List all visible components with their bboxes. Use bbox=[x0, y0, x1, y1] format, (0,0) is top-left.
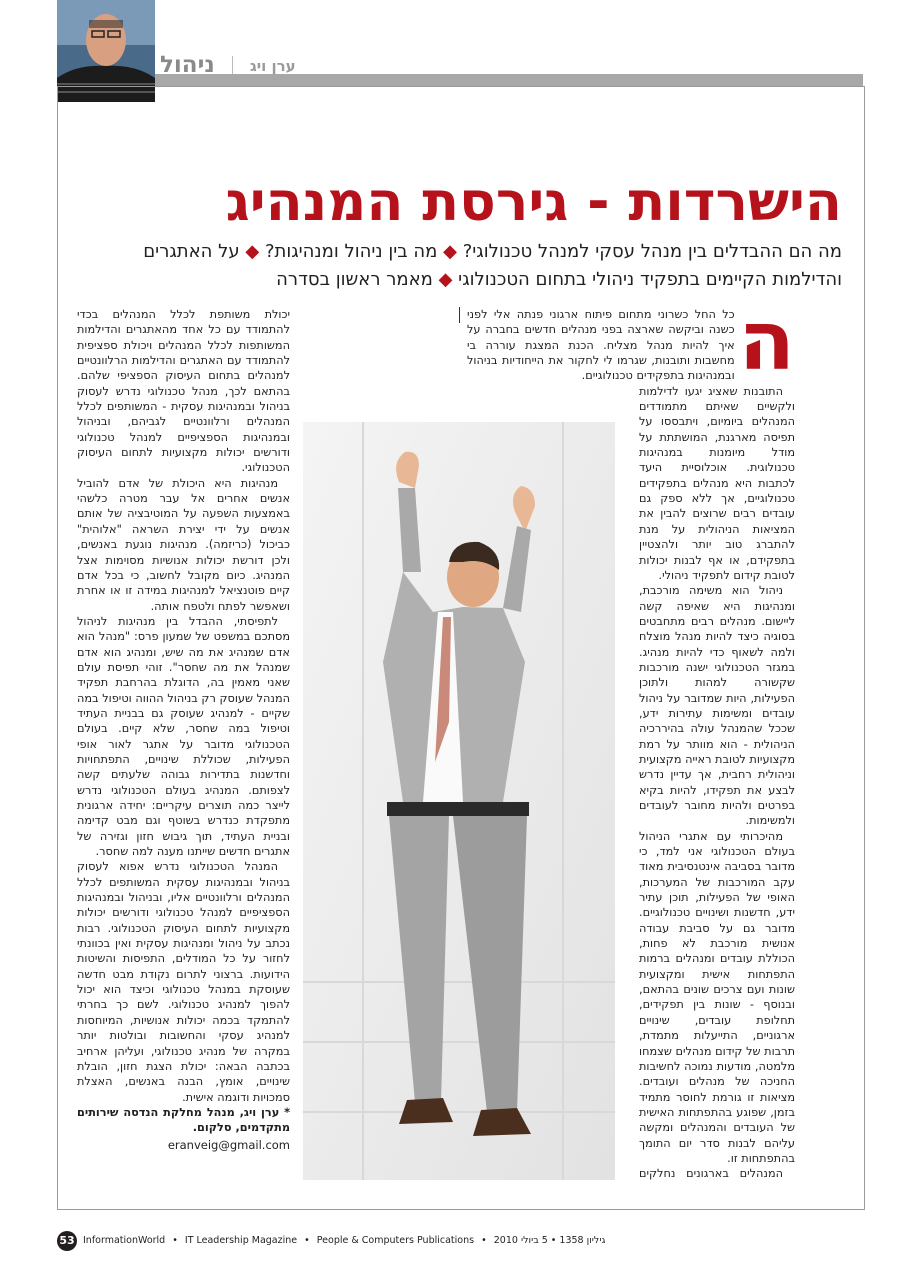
page-footer bbox=[57, 1231, 863, 1253]
section-label: ניהול bbox=[160, 52, 215, 78]
paragraph: יכולת משותפת לכלל המנהלים בכדי להתמודד עם כל אחד מהאתגרים והדילמות המשותפות לכלל המנהלים ויכולת ספציפית להתמודד עם האתגרים והדילמות הרלוונטיים למנהלים בתחום העיסוק הספציפי שלהם. בהתאם לכך, מנהל טכנולוגי נדרש לעסוק בניהול ובמנהיגות עסקית - המשותפים לכלל המנהלים ורלוונטיים לגביהם, ובניהול ובמנהיגות הספציפיים למנהל טכנולוגי ודורשים יכולות מקצועיות לתחום העיסוק הטכנולוגי. bbox=[77, 308, 290, 475]
article-image bbox=[303, 422, 615, 1180]
header-bar bbox=[155, 74, 863, 86]
author-bio: * ערן ויג, מנהל מחלקת הנדסה שירותים מתקדמים, סלקום. bbox=[77, 1105, 290, 1135]
column-divider bbox=[459, 307, 460, 323]
paragraph: מנהיגות היא היכולת של אדם להוביל אנשים אחרים אל עבר מטרה כלשהי באמצעות השפעה על המוטיבציה של אותם אנשים על ידי יצירת השראה "אלוהית" כביכול (כריזמה). מנהיגות נוגעת באנשים, ולכן דורשת יכולות אנושיות מסוימות אצל המנהיג. כיום מקובל לחשוב, כי בכל אדם קיים פוטנציאל למנהיגות במידה זו או אחרת ושאפשר לפתח ולטפח אותה. bbox=[77, 476, 290, 613]
diamond-icon: ◆ bbox=[438, 269, 453, 290]
paragraph: מהיכרותי עם אתגרי הניהול בעולם הטכנולוגי אני למד, כי מדובר בסביבה אינטנסיבית מאוד עקב המורכבות של המערכות, האופי של הפעילות, תוכן עתיר ידע, חדשנות ושינויים טכנולוגיים. מדובר גם על סביבת עבודה אנושית מורכבת לא פחות, הכוללת עובדים ומנהלים ברמות התפתחות אישית ומקצועית שונות ועם צרכים שונים בהתאם, ובנוסף - שונות בין תפקידים, תחלופת עובדים, שינויים ארגוניים, התייעלות מתמדת, תרבות של קידום מנהלים שצמחו מלמטה, מודעות נמוכה לחשיבות החניכה של מנהלים ועובדים. מציאות זו גורמת לחוסר מתמיד בזמן, שפוגע בהתפתחות האישית של העובדים והמנהלים ומקשה עליהם לבנות סדר יום התומך בהתפתחות זו. bbox=[639, 829, 795, 1165]
paragraph: לתפיסתי, ההבדל בין מנהיגות לניהול מסתכם במשפט של שמעון פרס: "מנהל הוא אדם שמנהיג את מה שיש, ומנהיג הוא אדם שמנהל את מה שחסר". זוהי תפיסת עולם שאני מאמין בה, הדוגלת בהרחבת תפקיד המנהל שעוסק רק בניהול ההווה וטיפול במה שקיים - למנהיג שעוסק גם בבניית העתיד וטיפול במה שחסר, שלא קיים. בעולם הטכנולוגי מדובר על אתגר לאור אופי הפעילות, שכוללת שינויים, התפתחויות וחדשנות בתדירות גבוהה שלעתים קשה לצפותם. המנהיג בעולם הטכנולוגי נדרש לייצר כמה תוצרים עיקריים: יחידה ארגונית מתפקדת כנדרש בשוטף וגם מבט קדימה ובניית העתיד, תוך גיבוש חזון וגזירה של אתגרים חדשים שייתנו מענה למה שחסר. bbox=[77, 614, 290, 859]
footer-bullet: • bbox=[481, 1235, 487, 1246]
footer-credits bbox=[83, 1235, 609, 1246]
article-title: הישרדות - גירסת המנהיג bbox=[225, 170, 842, 233]
subtitle-part: מה בין ניהול ומנהיגות? bbox=[264, 241, 438, 262]
paragraph: ה כל החל כשרוני מתחום פיתוח ארגוני פנתה אלי לפני כשנה וביקשה שארצה בפני מנהלים חדשים בחברה על איך להיות מנהל מצליח. הכנת המצגת עוררה בי מחשבות ותובנות, שגרמו לי לחקור את הייחודיות בניהול ובמנהיגות בתפקידים טכנולוגיים. bbox=[467, 307, 795, 389]
subtitle-part: על האתגרים והדילמות הקיימים בתפקיד ניהולי בתחום הטכנולוגי bbox=[143, 241, 842, 290]
left-column bbox=[77, 307, 290, 1182]
article-subtitle bbox=[130, 238, 842, 294]
footer-item: גיליון 1358 • 5 ביולי 2010 bbox=[493, 1235, 606, 1246]
footer-item: IT Leadership Magazine bbox=[184, 1235, 298, 1246]
paragraph: המנהל הטכנולוגי נדרש אפוא לעסוק בניהול ובמנהיגות עסקית המשותפים לכלל המנהלים ורלוונטיים אליו, ובניהול ובמנהיגות הספציפיים למנהל טכנולוגי ודורשים יכולות מקצועיות לתחום העיסוק הטכנולוגי. רבות נכתב על ניהול ומנהיגות עסקית ואין בכוונתי לחזור על כל המודלים, התפיסות והשיטות הידועות. ברצוני לתרום נקודת מבט חדשה שעוסקת במנהל טכנולוגי וכיצד הוא יכול להפוך למנהיג טכנולוגי. לשם כך בחרתי להתמקד בכמה יכולות אנושיות, המיוחסות למנהיג עסקי והחשובות ובולטות יותר במקרה של מנהיג טכנולוגי, ועליהן ארחיב בכתבה הבאה: יכולת הצגת חזון, הובלת שינויים, אומץ, הבנה באנשים, האצלת סמכויות ודוגמה אישית. bbox=[77, 860, 290, 1104]
footer-item: InformationWorld bbox=[83, 1235, 166, 1246]
drop-cap: ה bbox=[738, 307, 795, 389]
subtitle-part: מה הם ההבדלים בין מנהל עסקי למנהל טכנולוגי? bbox=[462, 241, 842, 262]
header-divider bbox=[232, 56, 233, 74]
page-number: 53 bbox=[57, 1231, 77, 1251]
footer-bullet: • bbox=[172, 1235, 178, 1246]
footer-item: People & Computers Publications bbox=[316, 1235, 475, 1246]
author-name: ערן ויג bbox=[250, 57, 296, 75]
diamond-icon: ◆ bbox=[245, 241, 260, 262]
paragraph: המנהלים בארגונים נחלקים bbox=[639, 1167, 783, 1181]
businessman-image bbox=[303, 422, 615, 1180]
author-email[interactable]: eranveig@gmail.com bbox=[167, 1137, 290, 1152]
paragraph: ניהול הוא משימה מורכבת, ומנהיגות היא שאיפה קשה ליישום. מנהלים רבים מתחבטים בסוגיה כיצד להיות מנהל מוצלח ולמה לשאוף כדי להיות מנהיג. במגזר הטכנולוגי ישנה מורכבות שקשורה למהות ולתוכן הפעילות, היות שמדובר על ניהול עובדים ומשימות עתירות ידע, שככל שהמנהל עולה בהיררכיה הניהולית - הוא מוותר על רמת מקצועיות לטובת ראייה מקצועית וניהולית רחבית, אך עדיין נדרש לבצע את תפקידו, להיות בקיא בפרטים ולהיות מחובר לעובדים ולמשימות. bbox=[639, 584, 795, 828]
footer-bullet: • bbox=[304, 1235, 310, 1246]
diamond-icon: ◆ bbox=[443, 241, 457, 262]
subtitle-part: מאמר ראשון בסדרה bbox=[276, 269, 433, 290]
paragraph: התובנות שאציג יגעו לדילמות ולקשיים שאיתם מתמודדים המנהלים ביומיום, ויתבססו על תפיסה מארגנת, המושתתת על מודל מיומנות במנהיגות טכנולוגית. אוכלוסיית היעד לכתבות היא מנהלים בתפקידים טכנולוגיים, אך ללא ספק גם עובדים רבים שרוצים להבין את המציאות הניהולית על מנת להתברג טוב יותר ולהצטיין בתפקידם, או אף לבנות יכולות לטובת קידום לתפקיד ניהולי. bbox=[639, 384, 795, 582]
